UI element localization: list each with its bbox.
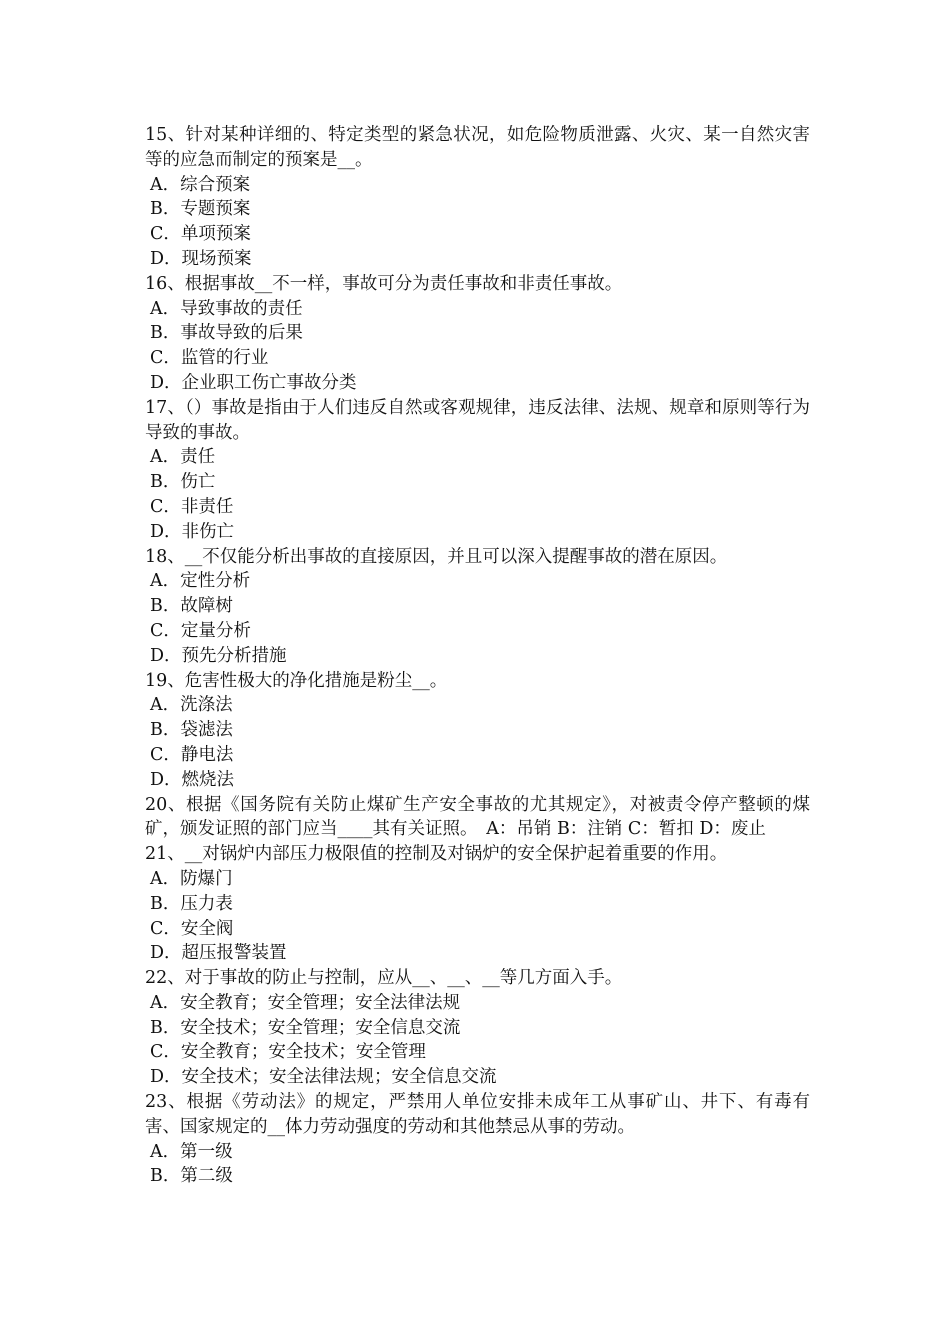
question-18-option-c: C．定量分析 (150, 620, 251, 641)
question-19-option-a: A．洗涤法 (150, 695, 233, 716)
question-22-option-a: A．安全教育；安全管理；安全法律法规 (150, 992, 461, 1013)
question-21-option-b: B．压力表 (150, 893, 233, 914)
question-17-stem: 17、（）事故是指由于人们违反自然或客观规律，违反法律、法规、规章和原则等行为导致的事故。 (145, 397, 810, 443)
question-19-option-c: C．静电法 (150, 744, 234, 765)
question-21-option-c: C．安全阀 (150, 918, 234, 939)
question-15-option-c: C．单项预案 (150, 224, 251, 245)
question-18-stem: 18、__不仅能分析出事故的直接原因，并且可以深入提醒事故的潜在原因。 (145, 546, 728, 567)
question-17-option-b: B．伤亡 (150, 472, 216, 493)
question-21-stem: 21、__对锅炉内部压力极限值的控制及对锅炉的安全保护起着重要的作用。 (145, 844, 728, 865)
question-22-option-b: B．安全技术；安全管理；安全信息交流 (150, 1017, 461, 1038)
question-18-option-d: D．预先分析措施 (150, 645, 287, 666)
question-15-option-b: B．专题预案 (150, 199, 251, 220)
question-16-option-d: D．企业职工伤亡事故分类 (150, 372, 357, 393)
question-19-option-d: D．燃烧法 (150, 769, 235, 790)
question-16-stem: 16、根据事故__不一样，事故可分为责任事故和非责任事故。 (145, 273, 623, 294)
question-22-option-d: D．安全技术；安全法律法规；安全信息交流 (150, 1067, 497, 1088)
question-15-stem: 15、针对某种详细的、特定类型的紧急状况，如危险物质泄露、火灾、某一自然灾害等的应急而制定的预案是__。 (145, 125, 810, 170)
question-20-stem: 20、根据《国务院有关防止煤矿生产安全事故的尤其规定》，对被责令停产整顿的煤矿，颁发证照的部门应当____其有关证照。 A：吊销 B：注销 C：暂扣 D：废止 (145, 794, 810, 840)
question-15-option-d: D．现场预案 (150, 248, 252, 269)
question-15-option-a: A．综合预案 (150, 174, 251, 195)
question-23-stem: 23、根据《劳动法》的规定，严禁用人单位安排未成年工从事矿山、井下、有毒有害、国家规定的__体力劳动强度的劳动和其他禁忌从事的劳动。 (145, 1092, 810, 1137)
question-16-option-c: C．监管的行业 (150, 348, 269, 369)
question-19-stem: 19、危害性极大的净化措施是粉尘__。 (145, 670, 448, 691)
question-18-option-a: A．定性分析 (150, 571, 251, 592)
question-16-option-b: B．事故导致的后果 (150, 323, 303, 344)
question-16-option-a: A．导致事故的责任 (150, 298, 303, 319)
question-22-option-c: C．安全教育；安全技术；安全管理 (150, 1042, 426, 1063)
question-17-option-c: C．非责任 (150, 496, 234, 517)
question-21-option-d: D．超压报警装置 (150, 943, 287, 964)
question-23-option-a: A．第一级 (150, 1141, 233, 1162)
document-page (145, 123, 810, 1189)
question-17-option-a: A．责任 (150, 447, 216, 468)
question-19-option-b: B．袋滤法 (150, 720, 233, 741)
question-18-option-b: B．故障树 (150, 596, 233, 617)
question-17-option-d: D．非伤亡 (150, 521, 235, 542)
question-23-option-b: B．第二级 (150, 1166, 233, 1187)
question-21-option-a: A．防爆门 (150, 868, 233, 889)
question-22-stem: 22、对于事故的防止与控制，应从__、__、__等几方面入手。 (145, 968, 623, 989)
